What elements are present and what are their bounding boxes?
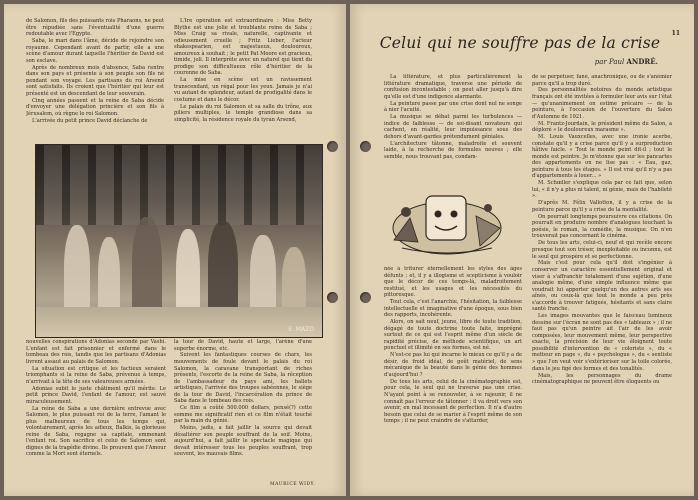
- left-col2-top: [174, 18, 312, 144]
- paragraph: N'est-ce pas lui qui incarne le mieux ce qu'il y a de désir, de froid idéal, de goût matériel, de sens mécanique de la beauté dans le génie des hommes d'aujourd'hui ?: [384, 352, 522, 378]
- paragraph: La littérature, et plus particulièrement la littérature dramatique, traverse une période de confusion incontestable ; on peut aller jusqu'à dire qu'elle est d'une indigence alarmante.: [384, 74, 522, 100]
- paragraph: Des personnalités notoires du monde artistique français ont été invitées à formuler leur avis sur l'état — qu'unanimement on estime précaire — de la peinture, à l'occasion de l'ouverture du Salon d'Automne de 1921.: [532, 87, 672, 120]
- paragraph: Cinq années passent et la reine de Saba décide d'envoyer une délégation princière et son fils à Jérusalem, où règne le roi Salomon.: [26, 97, 164, 117]
- paragraph: La situation est critique et les factieux seraient triomphants si la reine de Saba, prévenue à temps, n'arrivait à la tête de ses valeureuses armées.: [26, 365, 166, 385]
- binder-hole-lower: [327, 292, 338, 303]
- paragraph: M. Schœller s'explique cela par ce fait que, selon lui, « il n'y a plus ni talent, ni génie, mais de l'habileté ».: [532, 180, 672, 200]
- left-page: [4, 4, 346, 496]
- paragraph: Ce film a coûté 500.000 dollars, pensé(?) cette somme me significatif rien et ce film n'était touché par la main du génie.: [174, 405, 312, 425]
- right-col2-top: [532, 74, 672, 486]
- paragraph: Le palais du roi Salomon et sa salle du trône, aux piliers multiples, le temple grandiose dans sa simplicité, la résidence royale du tyran Arsend,: [174, 103, 312, 123]
- masks-illustration: [388, 188, 506, 260]
- paragraph: La mise en scène est un ravissement transcendant, un régal pour les yeux. Jamais je n'ai vu autant de splendeur, autant de prodigalité dans le costume et dans le décor.: [174, 77, 312, 103]
- article-byline: [595, 57, 658, 66]
- paragraph: De tous les arts, celui de la cinématographie est, pour cela, le seul qui ne traverse pas une crise. N'ayant point à se renouveler, à se rajeunir, il ne connaît pas l'erreur de tâtonner : il va droit vers son avenir, en mal incessant de perfection. Il n'a d'autre besoin que celui de se marier à l'esprit même de son temps ; il ne peut craindre de s'attarder,: [384, 378, 522, 425]
- binder-hole-upper: [327, 141, 338, 152]
- page-number: 11: [671, 30, 680, 37]
- paragraph: L'Ire opération est extraordinaire : Miss Betty Blythe est une jolie et troublante reine de Saba ; Miss Craig sa rivale, naturelle, captivante et odieusement cruelle ; Fritz Lieber, l'acteur shakespearien, est majestueux, douloureux, amoureux à souhait ; le petit Pat Moore est gracieux, timide, joli. Il interprète avec un naturel qui tient du prodige son difficultueux rôle d'héritier de la couronne de Saba.: [174, 18, 312, 77]
- left-col2-bottom: [174, 339, 312, 479]
- paragraph: M. Louis Vauxcelles, avec une ironie acerbe, constate qu'il y a crise parce qu'il y a surproduction hâtive faicle. « Tout le monde peint dit-il ; tout le monde est peintre. Je m'étonne que sur les pancartes des appartements on ne lise pas : « Eau, gaz, peinture à tous les étages. » Il est vrai qu'il n'y a pas d'appartements à louer... »: [532, 134, 672, 180]
- paragraph: Mais, les personnages du drame cinématographique ne peuvent être éloquents ou: [532, 372, 672, 386]
- paragraph: Adonias subit le juste châtiment qu'il mérite. Le petit prince David, l'enfant de l'amour, est sauvé miraculeusement.: [26, 385, 166, 405]
- right-col1-bottom: [384, 266, 522, 486]
- right-col1-top: [384, 74, 522, 188]
- paragraph: Moins, jadis, a fait jaillir la source qui devait désaltérer son peuple souffrant de la soif. Moins, aujourd'hui, a fait jaillir le spectacle magique qui devait intéresser tous les peuples souffrant, trop souvent, les mauvais films.: [174, 425, 312, 458]
- paragraph: Après de nombreux mois d'absence, Saba rentre dans son pays et présente à son peuple son fils né pendant son voyage. Les partisans du roi Arsend sont satisfaits. Ils croient que l'héritier qui leur est présenté est un descendant de leur souverain.: [26, 64, 164, 97]
- paragraph: née à triturer éternellement les styles des âges défunts ; et, il y a illogisme et scepticisme à vouloir que le décor de ces temps-là, maladroitement restitué, et les usages et les nécessités du pittoresque.: [384, 266, 522, 299]
- paragraph: Suivent les fantastiques courses de chars, les mouvements de foule devant le palais du roi Salomon, la caravane transportant de riches présents, l'escorte de la reine de Saba, la réception de l'ambassadeur du pays ami, les ballets artistiques, l'arrivée des troupes sabéennes, le siège de la tour de David, l'incarcération du prince de Saba dans le tombeau des rois.: [174, 352, 312, 405]
- paragraph: M. Frantz-Jourdain, le président même du Salon, a déploré « le douloureux marasme ».: [532, 120, 672, 134]
- paragraph: nouvelles conspirations d'Adonias secondé par Vashi. L'enfant est fait prisonnier et enfermé dans le tombeau des rois, tandis que les partisans d'Adonias livrent assaut au palais de Salomon.: [26, 339, 166, 365]
- article-signature: MAURICE WIDY.: [270, 482, 316, 487]
- paragraph: Alors, on sait neuf, jeune, libre de toute tradition, dégagé de toute doctrine toute faite, imprégné surtout de ce qui est l'esprit même d'un siècle de rapidité précise, de méthode scientifique, un art ponctuel et illimité en ses formes, est né.: [384, 319, 522, 352]
- paragraph: Tout cela, c'est l'anarchie, l'hésitation, la faiblesse intellectuelle et imaginative d'une époque, sous bien des rapports, incohérente.: [384, 299, 522, 319]
- paragraph: La reine de Saba a une dernière entrevue avec Salomon, le plus puissant roi de la terre, l'amant le plus malheureux de tous les temps qui, volontairement, après les adieux, Balkis, la glorieuse reine de Saba, regagne sa capitale, emmenant l'enfant roi. Son sacrifice et celui de Salomon sont dignes de la tragédie divine. Ils prouvent que l'Amour comme la Mort sont éternels.: [26, 405, 166, 458]
- right-page: [350, 4, 694, 496]
- film-still-photo: [35, 144, 323, 338]
- paragraph: la tour de David, haute et large, l'arène d'une superbe énorme, etc.: [174, 339, 312, 352]
- paragraph: de se perpétuer, fané, anachronique, ou de s'anémier parce qu'il a trop duré.: [532, 74, 672, 87]
- article-title: Celui qui ne souffre pas de la crise: [379, 34, 661, 52]
- paragraph: Saba, le mari dans l'âme, décide de rejoindre son royaume. Cependant avant de partir, elle a une scène d'amour durant laquelle l'héritier de David est son esclave.: [26, 38, 164, 64]
- photo-credit: E. MAZO: [288, 326, 314, 333]
- paragraph: On pourrait longtemps poursuivre ces citations. On pourrait en produire nombre d'analogues touchant la poésie, le roman, la comédie, la musique. On n'en trouverait pas concernant le cinéma.: [532, 213, 672, 240]
- paragraph: Les images mouvantes que le faisceau lumineux dessine sur l'écran ne sont pas des « tableaux » ; il ne faut pas qu'un peintre ait l'air de les avoir composées, leur mouvement même, leur perspective exacte, la précision de leur vie éloignent toute possibilité d'intervention de « coloriste », du « metteur en page », du « psychologue », du « sentiste » que l'on veut voir s'extérioriser sur la toile colorée, dans le jeu figé des formes et des tonalités.: [532, 313, 672, 372]
- paragraph: D'après M. Félix Vallotton, il y a crise de la peinture parce qu'il y a crise de la mentalité.: [532, 200, 672, 213]
- binder-hole-upper: [360, 141, 371, 152]
- byline-prefix: par Paul: [594, 58, 625, 66]
- left-col1-bottom: [26, 339, 166, 485]
- binder-hole-lower: [360, 292, 371, 303]
- paragraph: L'arrivée du petit prince David déclanche de: [32, 117, 148, 124]
- paragraph: De tous les arts, celui-ci, neuf et qui recèle encore presque tout son trésor, inexploitable ou inconnu, est le seul qui prospère et se perfectionne.: [532, 240, 672, 260]
- left-col1-top: [26, 18, 164, 144]
- paragraph: L'architecture tâtonne, maladroite et souvent laide, à la recherche de formules neuves ; elle semble, nous trouvant pas, condam-: [384, 140, 522, 160]
- paragraph: La musique se débat parmi les turbulences — indice de faiblesse — de soi-disant novateurs qui cachent, en réalité, leur impuissance sous des dehors d'avant-gardes prétendument géniales.: [384, 114, 522, 140]
- paragraph: Mais c'est pour cela qu'il doit s'ingénier à conserver un caractère essentiellement original et viser à s'affranchir totalement d'une sujétion, d'une analogie même, d'une simple influence même que voudrait lui apporter quelqu'un des autres arts ses aînés, ou ceux-là que tout le monde a peu près s'accorde à trouver fatigués, hésitants et sans claire santé franche.: [532, 260, 672, 313]
- byline-author: ANDRÉ.: [626, 57, 658, 66]
- paragraph: La peinture passe par une crise dont nul ne songe à nier l'acuité.: [384, 100, 522, 114]
- paragraph: de Salomon, fils des puissants rois Pharaons, ne peut être répudiée sans l'éventualité d'une guerre redoutable avec l'Égypte.: [26, 18, 164, 38]
